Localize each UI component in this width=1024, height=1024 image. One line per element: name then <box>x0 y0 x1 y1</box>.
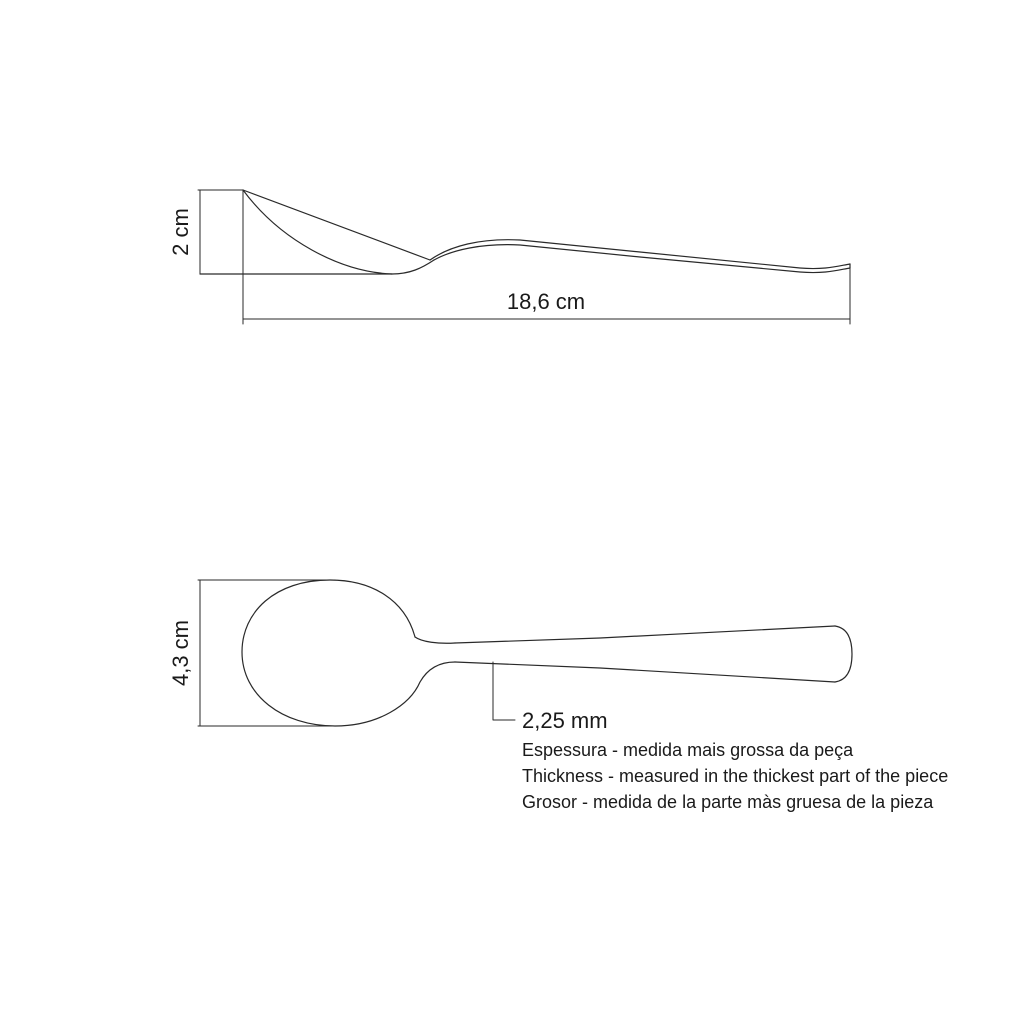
side-view-handle-bottom <box>434 245 850 273</box>
top-view-bowl-outline <box>242 580 455 726</box>
top-view-handle-top <box>455 626 835 643</box>
top-view-handle-end <box>835 626 852 682</box>
spoon-top-view <box>242 580 852 726</box>
side-view-bowl-curve <box>243 190 434 274</box>
top-view-dimensions <box>198 580 515 726</box>
length-label: 18,6 cm <box>506 289 586 314</box>
thickness-value: 2,25 mm <box>522 708 608 733</box>
top-view-handle-bottom <box>455 662 835 682</box>
thickness-description-es: Grosor - medida de la parte màs gruesa de la pieza <box>522 792 934 812</box>
spoon-side-view <box>200 190 850 274</box>
width-label: 4,3 cm <box>168 619 193 687</box>
thickness-leader-line <box>493 662 515 720</box>
thickness-description-pt: Espessura - medida mais grossa da peça <box>522 740 854 760</box>
height-label: 2 cm <box>168 208 193 256</box>
side-view-handle-top <box>430 240 850 269</box>
top-view-neck-upper <box>415 637 455 643</box>
thickness-description-en: Thickness - measured in the thickest part of the piece <box>522 766 949 786</box>
side-view-bowl-rim <box>243 190 430 260</box>
